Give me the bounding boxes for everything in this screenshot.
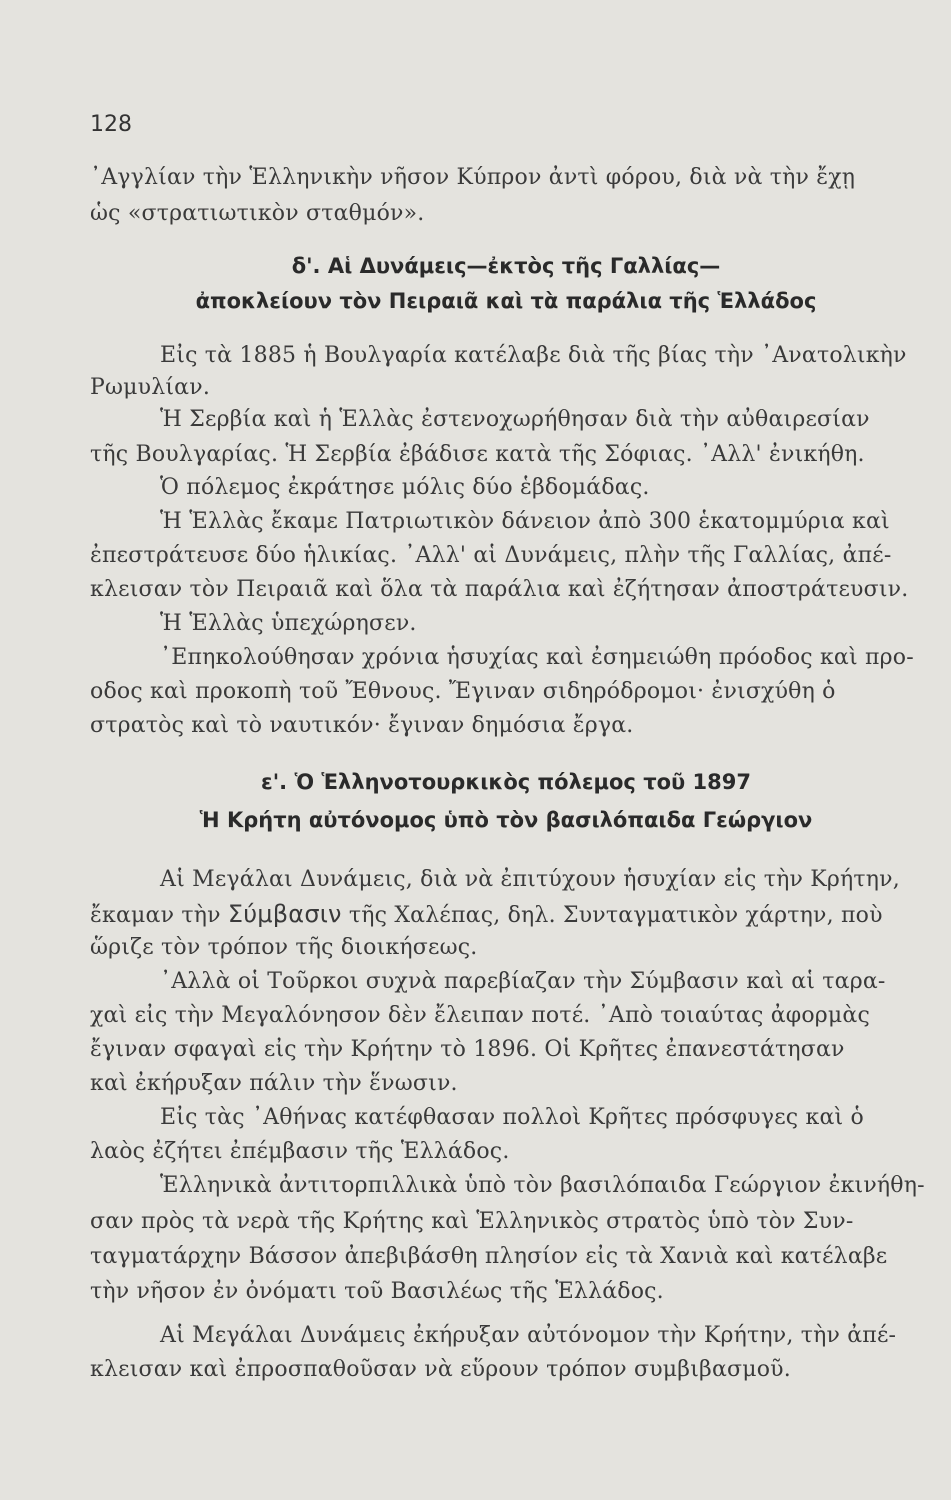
text-line: ταγματάρχην Βάσσον ἀπεβιβάσθη πλησίον εἰς τὰ Χανιὰ καὶ κατέλαβε [90, 1244, 888, 1269]
text-line: Ἑλληνικὰ ἀντιτορπιλλικὰ ὑπὸ τὸν βασιλόπαιδα Γεώργιον ἐκινήθη- [160, 1173, 925, 1198]
text-segment: ἔκαμαν τὴν [90, 903, 228, 928]
text-line: Ἡ Σερβία καὶ ἡ Ἑλλὰς ἐστενοχωρήθησαν διὰ τὴν αὐθαιρεσίαν [160, 407, 870, 432]
section-heading-e-line2: Ἡ Κρήτη αὐτόνομος ὑπὸ τὸν βασιλόπαιδα Γεώργιον [199, 808, 813, 832]
text-line [90, 900, 883, 930]
text-line: Εἰς τὰς ᾿Αθήνας κατέφθασαν πολλοὶ Κρῆτες πρόσφυγες καὶ ὁ [160, 1105, 864, 1130]
text-line: ᾿Αγγλίαν τὴν Ἑλληνικὴν νῆσον Κύπρον ἀντὶ φόρου, διὰ νὰ τὴν ἔχῃ [90, 165, 856, 190]
text-line: Αἱ Μεγάλαι Δυνάμεις ἐκήρυξαν αὐτόνομον τὴν Κρήτην, τὴν ἀπέ- [160, 1323, 897, 1348]
text-line: Ρωμυλίαν. [90, 375, 211, 400]
emphasized-word: Σύμβασιν [227, 900, 342, 928]
text-line: ὡς «στρατιωτικὸν σταθμόν». [90, 201, 425, 226]
text-line: ὥριζε τὸν τρόπον τῆς διοικήσεως. [90, 935, 478, 960]
page-number: 128 [90, 112, 132, 137]
text-line: ἔγιναν σφαγαὶ εἰς τὴν Κρήτην τὸ 1896. Οἱ Κρῆτες ἐπανεστάτησαν [90, 1037, 845, 1062]
text-line: Ἡ Ἑλλὰς ὑπεχώρησεν. [160, 611, 417, 636]
text-line: ᾿Αλλὰ οἱ Τοῦρκοι συχνὰ παρεβίαζαν τὴν Σύμβασιν καὶ αἱ ταρα- [160, 969, 886, 994]
text-line: Εἰς τὰ 1885 ἡ Βουλγαρία κατέλαβε διὰ τῆς βίας τὴν ᾿Ανατολικὴν [160, 343, 907, 368]
text-line: Αἱ Μεγάλαι Δυνάμεις, διὰ νὰ ἐπιτύχουν ἡσυχίαν εἰς τὴν Κρήτην, [160, 867, 900, 892]
text-segment: τῆς Χαλέπας, δηλ. Συνταγματικὸν χάρτην, ποὺ [341, 903, 883, 928]
section-heading-e-line1: ε'. Ὁ Ἑλληνοτουρκικὸς πόλεμος τοῦ 1897 [261, 770, 751, 794]
text-line: κλεισαν καὶ ἐπροσπαθοῦσαν νὰ εὕρουν τρόπον συμβιβασμοῦ. [90, 1357, 791, 1382]
section-heading-d-line2: ἀποκλείουν τὸν Πειραιᾶ καὶ τὰ παράλια τῆς Ἑλλάδος [195, 289, 817, 313]
text-line: Ἡ Ἑλλὰς ἔκαμε Πατριωτικὸν δάνειον ἀπὸ 300 ἑκατομμύρια καὶ [160, 509, 890, 534]
text-line: οδος καὶ προκοπὴ τοῦ Ἔθνους. Ἔγιναν σιδηρόδρομοι· ἐνισχύθη ὁ [90, 679, 836, 704]
text-line: λαὸς ἐζήτει ἐπέμβασιν τῆς Ἑλλάδος. [90, 1139, 510, 1164]
text-line: ἐπεστράτευσε δύο ἡλικίας. ᾿Αλλ' αἱ Δυνάμεις, πλὴν τῆς Γαλλίας, ἀπέ- [90, 543, 892, 568]
text-line: ᾿Επηκολούθησαν χρόνια ἡσυχίας καὶ ἐσημειώθη πρόοδος καὶ προ- [160, 645, 914, 670]
text-line: κλεισαν τὸν Πειραιᾶ καὶ ὅλα τὰ παράλια καὶ ἐζήτησαν ἀποστράτευσιν. [90, 577, 909, 602]
text-line: χαὶ εἰς τὴν Μεγαλόνησον δὲν ἔλειπαν ποτέ. ᾿Απὸ τοιαύτας ἀφορμὰς [90, 1003, 871, 1028]
text-line: σαν πρὸς τὰ νερὰ τῆς Κρήτης καὶ Ἑλληνικὸς στρατὸς ὑπὸ τὸν Συν- [90, 1209, 854, 1234]
text-line: τῆς Βουλγαρίας. Ἡ Σερβία ἐβάδισε κατὰ τῆς Σόφιας. ᾿Αλλ' ἐνικήθη. [90, 442, 865, 467]
text-line: Ὁ πόλεμος ἐκράτησε μόλις δύο ἑβδομάδας. [160, 475, 650, 500]
section-heading-d-line1: δ'. Αἱ Δυνάμεις—ἐκτὸς τῆς Γαλλίας— [291, 254, 721, 278]
text-line: στρατὸς καὶ τὸ ναυτικόν· ἔγιναν δημόσια ἔργα. [90, 713, 634, 738]
text-line: καὶ ἐκήρυξαν πάλιν τὴν ἕνωσιν. [90, 1071, 458, 1096]
text-line: τὴν νῆσον ἐν ὀνόματι τοῦ Βασιλέως τῆς Ἑλλάδος. [90, 1279, 664, 1304]
